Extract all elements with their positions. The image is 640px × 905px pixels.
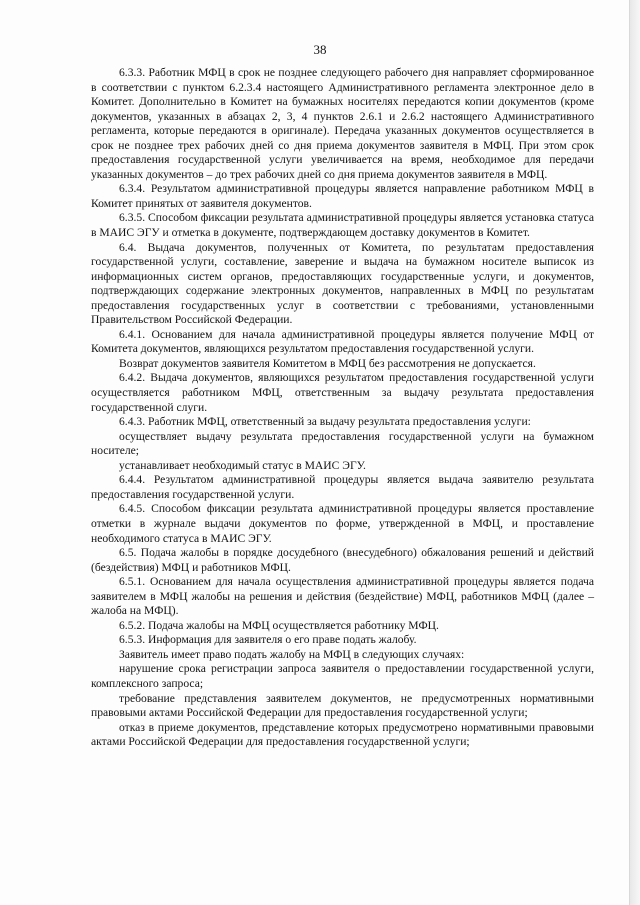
paragraph-6-4-1: 6.4.1. Основанием для начала административной процедуры является получение МФЦ от Комитета документов, являющихся результатом предоставления государственной услуги. bbox=[91, 327, 594, 356]
paragraph-6-4: 6.4. Выдача документов, полученных от Комитета, по результатам предоставления государственной услуги, составление, заверение и выдача на бумажном носителе выписок из информационных систем органов, предоставляющих государственные услуги, и документов, подтверждающих содержание электронных документов, направленных в МФЦ по результатам предоставления государственных услуг в соответствии с требованиями, установленными Правительством Российской Федерации. bbox=[91, 240, 594, 327]
paragraph-6-4-5: 6.4.5. Способом фиксации результата административной процедуры является проставление отметки в журнале выдачи документов по форме, утвержденной в МФЦ, и проставление необходимого статуса в МАИС ЭГУ. bbox=[91, 502, 594, 545]
paragraph-case-extra-docs: требование представления заявителем документов, не предусмотренных нормативными правовыми актами Российской Федерации для предоставления государственной услуги; bbox=[91, 691, 594, 720]
paragraph-6-3-3: 6.3.3. Работник МФЦ в срок не позднее следующего рабочего дня направляет сформированное в соответствии с пунктом 6.2.3.4 настоящего Административного регламента электронное дело в Комитет. Дополнительно в Комитет на бумажных носителях передаются копии документов (кроме документов, указанных в абзацах 2, 3, 4 пунктов 2.6.1 и 2.6.2 настоящего Административного регламента, которые передаются в оригинале). Передача указанных документов осуществляется в срок не позднее трех рабочих дней со дня приема документов заявителя в МФЦ. При этом срок предоставления государственной услуги увеличивается на время, необходимое для передачи указанных документов – до трех рабочих дней со дня приема документов заявителя в МФЦ. bbox=[91, 66, 594, 181]
paragraph-case-deadline: нарушение срока регистрации запроса заявителя о предоставлении государственной услуги, комплексного запроса; bbox=[91, 662, 594, 690]
paragraph-return-docs: Возврат документов заявителя Комитетом в МФЦ без рассмотрения не допускается. bbox=[119, 356, 536, 370]
paragraph-set-status: устанавливает необходимый статус в МАИС ЭГУ. bbox=[119, 458, 366, 472]
paragraph-6-4-2: 6.4.2. Выдача документов, являющихся результатом предоставления государственной услуги осуществляется работником МФЦ, ответственным за выдачу результата предоставления государственной слуги. bbox=[91, 371, 594, 414]
paragraph-issue-result: осуществляет выдачу результата предоставления государственной услуги на бумажном носителе; bbox=[91, 429, 594, 458]
paragraph-6-4-4: 6.4.4. Результатом административной процедуры является выдача заявителю результата предоставления государственной услуги. bbox=[91, 473, 594, 501]
page-number: 38 bbox=[313, 42, 327, 57]
paragraph-6-5-1: 6.5.1. Основанием для начала осуществления административной процедуры является подача заявителем в МФЦ жалобы на решения и действия (бездействие) МФЦ, работников МФЦ (далее – жалоба на МФЦ). bbox=[91, 575, 594, 618]
document-body bbox=[91, 66, 594, 750]
paragraph-6-3-5: 6.3.5. Способом фиксации результата административной процедуры является установка статуса в МАИС ЭГУ и отметка в документе, подтверждающем доставку документов в Комитет. bbox=[91, 211, 594, 240]
paragraph-6-3-4: 6.3.4. Результатом административной процедуры является направление работником МФЦ в Комитет принятых от заявителя документов. bbox=[91, 182, 594, 210]
paragraph-6-5-2: 6.5.2. Подача жалобы на МФЦ осуществляется работнику МФЦ. bbox=[119, 618, 439, 632]
paragraph-6-4-3: 6.4.3. Работник МФЦ, ответственный за выдачу результата предоставления услуги: bbox=[119, 415, 531, 429]
paragraph-case-refusal: отказ в приеме документов, представление которых предусмотрено нормативными правовыми актами Российской Федерации для предоставления государственной услуги; bbox=[91, 720, 594, 749]
paragraph-complaint-cases: Заявитель имеет право подать жалобу на МФЦ в следующих случаях: bbox=[119, 647, 465, 661]
paragraph-6-5: 6.5. Подача жалобы в порядке досудебного (внесудебного) обжалования решений и действий (бездействия) МФЦ и работников МФЦ. bbox=[91, 546, 594, 574]
page-edge-shadow bbox=[630, 0, 640, 905]
paragraph-6-5-3: 6.5.3. Информация для заявителя о его праве подать жалобу. bbox=[119, 633, 417, 647]
